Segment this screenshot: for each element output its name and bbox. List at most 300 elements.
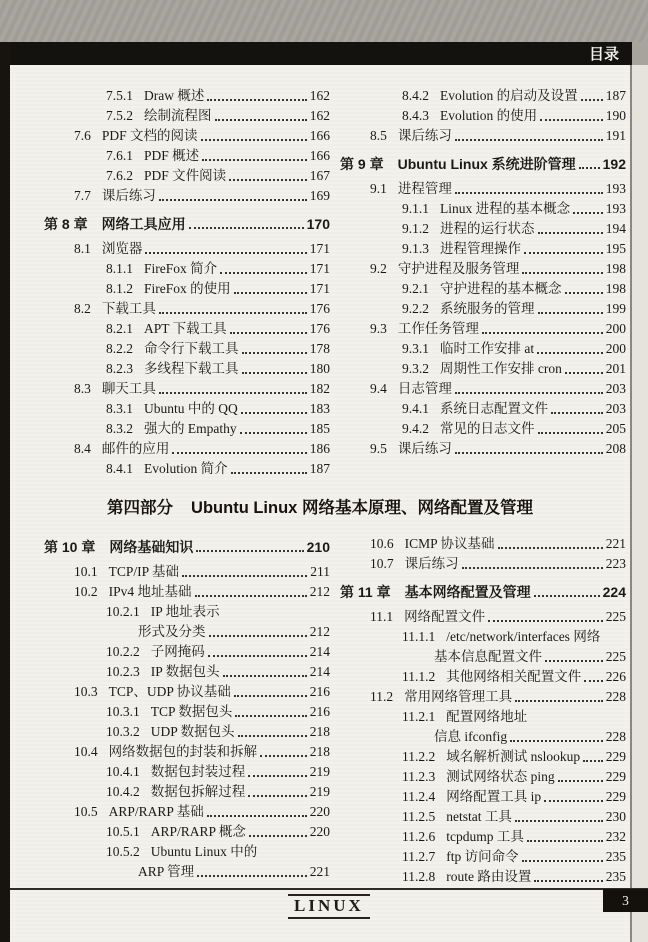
- entry-number: 9.2.2: [402, 301, 429, 316]
- toc-entry-row: [44, 299, 330, 319]
- entry-number: 11.2.6: [402, 829, 436, 844]
- toc-entry-row: [44, 439, 330, 459]
- entry-number: 9.3.2: [402, 361, 429, 376]
- entry-page-number: 224: [602, 584, 626, 600]
- entry-number: 7.6.1: [106, 148, 133, 163]
- dot-leader: [545, 660, 603, 662]
- toc-entry-row: [44, 862, 330, 882]
- entry-title: TCP/IP 基础: [108, 564, 180, 579]
- entry-page-number: 216: [309, 704, 330, 719]
- toc-entry-row: [340, 419, 626, 439]
- entry-number: 9.4.2: [402, 421, 429, 436]
- toc-entry-row: [340, 439, 626, 459]
- entry-title: 命令行下载工具: [144, 341, 239, 356]
- entry-title: 课后练习: [404, 556, 459, 571]
- entry-number: 10.4.1: [106, 764, 140, 779]
- entry-page-number: 220: [309, 804, 330, 819]
- entry-page-number: 225: [605, 649, 626, 664]
- entry-number: 10.7: [370, 556, 394, 571]
- entry-page-number: 187: [605, 88, 626, 103]
- entry-page-number: 210: [306, 539, 330, 555]
- entry-number: 10.2: [74, 584, 98, 599]
- footer-logo: LINUX: [288, 894, 370, 919]
- entry-page-number: 200: [605, 341, 626, 356]
- entry-title: 临时工作安排 at: [440, 341, 535, 356]
- dot-leader: [234, 695, 307, 697]
- entry-number: 11.1.1: [402, 629, 436, 644]
- entry-page-number: 199: [605, 301, 626, 316]
- dot-leader: [524, 252, 603, 254]
- toc-entry-row: [44, 259, 330, 279]
- toc-entry-row: [44, 662, 330, 682]
- entry-number: 第 10 章: [44, 539, 96, 555]
- toc-entry-row: [340, 86, 626, 106]
- entry-page-number: 185: [309, 421, 330, 436]
- entry-title: Evolution 的使用: [440, 108, 538, 123]
- entry-number: 9.4: [370, 381, 387, 396]
- entry-page-number: 187: [309, 461, 330, 476]
- toc-entry-row: [44, 339, 330, 359]
- entry-page-number: 214: [309, 644, 330, 659]
- dot-leader: [234, 292, 307, 294]
- dot-leader: [510, 740, 603, 742]
- entry-page-number: 208: [605, 441, 626, 456]
- entry-page-number: 223: [605, 556, 626, 571]
- entry-title: 网络数据包的封装和拆解: [108, 744, 258, 759]
- entry-number: 10.3.1: [106, 704, 140, 719]
- toc-entry-row: [340, 707, 626, 727]
- entry-number: 10.4: [74, 744, 98, 759]
- dot-leader: [515, 700, 603, 702]
- entry-number: 8.2.3: [106, 361, 133, 376]
- entry-page-number: 171: [309, 281, 330, 296]
- toc-entry-row: [340, 687, 626, 707]
- entry-number: 11.2: [370, 689, 394, 704]
- dot-leader: [538, 432, 603, 434]
- entry-number: 8.4: [74, 441, 91, 456]
- dot-leader: [231, 472, 307, 474]
- dot-leader: [540, 119, 603, 121]
- entry-number: 8.4.2: [402, 88, 429, 103]
- entry-title: /etc/network/interfaces 网络: [446, 629, 601, 644]
- toc-entry-row: [340, 219, 626, 239]
- entry-number: 8.5: [370, 128, 387, 143]
- entry-number: 7.6.2: [106, 168, 133, 183]
- entry-number: 9.3: [370, 321, 387, 336]
- entry-page-number: 212: [309, 624, 330, 639]
- entry-title: Evolution 的启动及设置: [440, 88, 578, 103]
- toc-entry-row: [340, 399, 626, 419]
- entry-title: ftp 访问命令: [446, 849, 519, 864]
- entry-title: PDF 文档的阅读: [101, 128, 198, 143]
- toc-entry-row: [340, 867, 626, 887]
- dot-leader: [260, 755, 307, 757]
- entry-number: 8.1.2: [106, 281, 133, 296]
- entry-page-number: 211: [310, 564, 330, 579]
- entry-page-number: 219: [309, 784, 330, 799]
- scan-edge-right: [632, 65, 648, 942]
- entry-title: ARP 管理: [138, 864, 195, 879]
- dot-leader: [220, 272, 307, 274]
- entry-title: 网络基础知识: [109, 539, 194, 555]
- footer-rule: [10, 888, 648, 890]
- entry-number: 10.6: [370, 536, 394, 551]
- entry-title: 系统服务的管理: [440, 301, 535, 316]
- entry-number: 9.4.1: [402, 401, 429, 416]
- entry-title: 形式及分类: [138, 624, 206, 639]
- toc-entry-row: [44, 166, 330, 186]
- entry-number: 9.1.2: [402, 221, 429, 236]
- dot-leader: [202, 159, 307, 161]
- toc-entry-row: [44, 602, 330, 622]
- entry-title: 常见的日志文件: [440, 421, 535, 436]
- entry-number: 11.2.5: [402, 809, 436, 824]
- toc-entry-row: [44, 459, 330, 479]
- entry-number: 10.4.2: [106, 784, 140, 799]
- entry-page-number: 193: [605, 201, 626, 216]
- toc-entry-row: [44, 702, 330, 722]
- dot-leader: [207, 815, 307, 817]
- dot-leader: [544, 800, 603, 802]
- entry-title: 课后练习: [397, 441, 452, 456]
- entry-number: 11.1.2: [402, 669, 436, 684]
- dot-leader: [208, 655, 307, 657]
- entry-number: 11.2.3: [402, 769, 436, 784]
- dot-leader: [248, 795, 307, 797]
- dot-leader: [515, 820, 603, 822]
- entry-title: 测试网络状态 ping: [446, 769, 555, 784]
- dot-leader: [241, 412, 307, 414]
- dot-leader: [565, 372, 603, 374]
- dot-leader: [240, 432, 307, 434]
- entry-page-number: 182: [309, 381, 330, 396]
- entry-number: 8.3.2: [106, 421, 133, 436]
- entry-page-number: 221: [309, 864, 330, 879]
- dot-leader: [565, 292, 603, 294]
- toc-entry-row: [44, 842, 330, 862]
- entry-page-number: 200: [605, 321, 626, 336]
- entry-page-number: 183: [309, 401, 330, 416]
- entry-title: TCP 数据包头: [150, 704, 233, 719]
- dot-leader: [209, 635, 307, 637]
- dot-leader: [189, 227, 304, 229]
- dot-leader: [488, 620, 603, 622]
- entry-page-number: 229: [605, 749, 626, 764]
- entry-page-number: 219: [309, 764, 330, 779]
- entry-page-number: 166: [309, 128, 330, 143]
- dot-leader: [551, 412, 603, 414]
- dot-leader: [201, 139, 307, 141]
- entry-number: 8.1.1: [106, 261, 133, 276]
- entry-title: 聊天工具: [101, 381, 156, 396]
- toc-chapter-row: [340, 582, 626, 602]
- toc-entry-row: [340, 827, 626, 847]
- entry-title: 基本网络配置及管理: [404, 584, 531, 600]
- toc-entry-row: [44, 782, 330, 802]
- entry-number: 11.1: [370, 609, 394, 624]
- part-title: Ubuntu Linux 网络基本原理、网络配置及管理: [191, 499, 533, 517]
- toc-entry-row: [44, 582, 330, 602]
- toc-entry-row: [340, 727, 626, 747]
- entry-number: 8.2: [74, 301, 91, 316]
- entry-title: IP 地址表示: [150, 604, 220, 619]
- entry-number: 10.5.1: [106, 824, 140, 839]
- entry-number: 10.1: [74, 564, 98, 579]
- dot-leader: [182, 575, 307, 577]
- dot-leader: [558, 780, 603, 782]
- entry-page-number: 167: [309, 168, 330, 183]
- entry-title: FireFox 简介: [144, 261, 218, 276]
- entry-title: 信息 ifconfig: [434, 729, 508, 744]
- dot-leader: [534, 595, 600, 597]
- toc-entry-row: [340, 847, 626, 867]
- entry-title: 工作任务管理: [397, 321, 479, 336]
- dot-leader: [462, 567, 603, 569]
- toc-entry-row: [340, 807, 626, 827]
- entry-title: 常用网络管理工具: [404, 689, 513, 704]
- entry-page-number: 171: [309, 241, 330, 256]
- toc-entry-row: [340, 787, 626, 807]
- entry-number: 11.2.2: [402, 749, 436, 764]
- entry-title: ICMP 协议基础: [404, 536, 495, 551]
- entry-number: 9.5: [370, 441, 387, 456]
- entry-title: Ubuntu Linux 系统进阶管理: [397, 156, 576, 172]
- entry-title: ARP/RARP 基础: [108, 804, 204, 819]
- dot-leader: [215, 119, 307, 121]
- entry-page-number: 198: [605, 281, 626, 296]
- page-title: 目录: [588, 46, 619, 63]
- entry-page-number: 228: [605, 729, 626, 744]
- entry-page-number: 203: [605, 381, 626, 396]
- dot-leader: [145, 252, 306, 254]
- dot-leader: [522, 272, 602, 274]
- entry-page-number: 203: [605, 401, 626, 416]
- toc-entry-row: [44, 562, 330, 582]
- toc-entry-row: [44, 359, 330, 379]
- toc-entry-row: [340, 239, 626, 259]
- entry-page-number: 220: [309, 824, 330, 839]
- dot-leader: [482, 332, 603, 334]
- toc-entry-row: [340, 747, 626, 767]
- toc-entry-row: [340, 339, 626, 359]
- toc-entry-row: [340, 359, 626, 379]
- entry-title: TCP、UDP 协议基础: [108, 684, 231, 699]
- dot-leader: [538, 312, 603, 314]
- dot-leader: [242, 352, 307, 354]
- entry-title: 配置网络地址: [446, 709, 528, 724]
- entry-page-number: 171: [309, 261, 330, 276]
- entry-title: 守护进程的基本概念: [440, 281, 562, 296]
- entry-number: 10.2.2: [106, 644, 140, 659]
- entry-title: Ubuntu Linux 中的: [150, 844, 258, 859]
- entry-title: IP 数据包头: [150, 664, 220, 679]
- entry-title: 绘制流程图: [144, 108, 212, 123]
- dot-leader: [172, 452, 306, 454]
- entry-number: 10.5: [74, 804, 98, 819]
- entry-title: ARP/RARP 概念: [150, 824, 246, 839]
- entry-page-number: 230: [605, 809, 626, 824]
- entry-number: 10.3: [74, 684, 98, 699]
- toc-column-top-right: [340, 86, 626, 459]
- dot-leader: [522, 860, 603, 862]
- entry-page-number: 178: [309, 341, 330, 356]
- entry-title: 基本信息配置文件: [434, 649, 542, 664]
- entry-number: 7.6: [74, 128, 91, 143]
- dot-leader: [196, 550, 303, 552]
- toc-entry-row: [44, 126, 330, 146]
- entry-page-number: 193: [605, 181, 626, 196]
- entry-page-number: 194: [605, 221, 626, 236]
- entry-title: FireFox 的使用: [144, 281, 231, 296]
- page-number: 3: [622, 892, 629, 908]
- dot-leader: [583, 760, 603, 762]
- entry-page-number: 162: [309, 88, 330, 103]
- entry-page-number: 190: [605, 108, 626, 123]
- dot-leader: [197, 875, 307, 877]
- entry-title: 邮件的应用: [101, 441, 170, 456]
- entry-number: 第 9 章: [340, 156, 384, 172]
- dot-leader: [455, 452, 603, 454]
- entry-title: 网络工具应用: [101, 216, 186, 232]
- dot-leader: [573, 212, 603, 214]
- entry-number: 8.1: [74, 241, 91, 256]
- toc-entry-row: [340, 767, 626, 787]
- dot-leader: [159, 392, 307, 394]
- entry-title: 日志管理: [397, 381, 452, 396]
- entry-title: IPv4 地址基础: [108, 584, 192, 599]
- toc-entry-row: [44, 682, 330, 702]
- entry-title: 网络配置工具 ip: [446, 789, 542, 804]
- entry-number: 11.2.1: [402, 709, 436, 724]
- toc-entry-row: [44, 86, 330, 106]
- entry-page-number: 226: [605, 669, 626, 684]
- entry-page-number: 192: [602, 156, 626, 172]
- entry-number: 8.3.1: [106, 401, 133, 416]
- entry-title: 域名解析测试 nslookup: [446, 749, 581, 764]
- entry-number: 8.4.1: [106, 461, 133, 476]
- dot-leader: [223, 675, 307, 677]
- entry-title: PDF 文件阅读: [144, 168, 227, 183]
- entry-title: netstat 工具: [446, 809, 512, 824]
- toc-entry-row: [340, 627, 626, 647]
- scan-edge-top: [0, 0, 648, 42]
- dot-leader: [455, 392, 603, 394]
- entry-page-number: 191: [605, 128, 626, 143]
- entry-number: 7.7: [74, 188, 91, 203]
- entry-title: 其他网络相关配置文件: [446, 669, 582, 684]
- entry-title: 子网掩码: [150, 644, 205, 659]
- entry-number: 9.2.1: [402, 281, 429, 296]
- entry-title: 网络配置文件: [404, 609, 486, 624]
- dot-leader: [229, 179, 307, 181]
- entry-title: 进程管理: [397, 181, 452, 196]
- dot-leader: [230, 332, 307, 334]
- dot-leader: [498, 547, 603, 549]
- entry-number: 9.1: [370, 181, 387, 196]
- entry-title: 进程管理操作: [440, 241, 521, 256]
- entry-page-number: 218: [309, 744, 330, 759]
- dot-leader: [248, 775, 307, 777]
- entry-title: UDP 数据包头: [150, 724, 235, 739]
- toc-entry-row: [340, 667, 626, 687]
- entry-page-number: 235: [605, 869, 626, 884]
- entry-page-number: 195: [605, 241, 626, 256]
- dot-leader: [159, 312, 307, 314]
- dot-leader: [538, 232, 603, 234]
- entry-number: 7.5.2: [106, 108, 133, 123]
- part-label: 第四部分: [107, 499, 174, 517]
- dot-leader: [584, 680, 603, 682]
- toc-column-top-left: [44, 86, 330, 479]
- entry-number: 9.3.1: [402, 341, 429, 356]
- toc-entry-row: [340, 299, 626, 319]
- entry-title: 浏览器: [101, 241, 143, 256]
- entry-page-number: 229: [605, 769, 626, 784]
- entry-number: 第 8 章: [44, 216, 88, 232]
- entry-number: 9.1.1: [402, 201, 429, 216]
- toc-entry-row: [340, 607, 626, 627]
- toc-entry-row: [44, 146, 330, 166]
- entry-number: 第 11 章: [340, 584, 391, 600]
- entry-page-number: 198: [605, 261, 626, 276]
- header-bar: [0, 42, 632, 65]
- entry-page-number: 216: [309, 684, 330, 699]
- toc-entry-row: [44, 186, 330, 206]
- entry-page-number: 162: [309, 108, 330, 123]
- entry-title: 课后练习: [397, 128, 452, 143]
- dot-leader: [534, 880, 602, 882]
- toc-entry-row: [340, 554, 626, 574]
- entry-page-number: 169: [309, 188, 330, 203]
- entry-number: 11.2.8: [402, 869, 436, 884]
- entry-title: route 路由设置: [446, 869, 532, 884]
- entry-title: Evolution 简介: [144, 461, 228, 476]
- entry-page-number: 212: [309, 584, 330, 599]
- toc-entry-row: [340, 279, 626, 299]
- entry-page-number: 228: [605, 689, 626, 704]
- entry-number: 11.2.7: [402, 849, 436, 864]
- entry-title: 数据包封装过程: [150, 764, 246, 779]
- toc-entry-row: [44, 802, 330, 822]
- entry-title: tcpdump 工具: [446, 829, 524, 844]
- entry-number: 8.3: [74, 381, 91, 396]
- entry-title: Draw 概述: [144, 88, 205, 103]
- right-margin-line: [630, 65, 632, 942]
- dot-leader: [249, 835, 307, 837]
- spine-border: [0, 42, 10, 942]
- entry-number: 11.2.4: [402, 789, 436, 804]
- toc-entry-row: [44, 622, 330, 642]
- dot-leader: [235, 715, 306, 717]
- toc-entry-row: [44, 319, 330, 339]
- entry-title: 下载工具: [101, 301, 156, 316]
- entry-page-number: 180: [309, 361, 330, 376]
- dot-leader: [159, 199, 307, 201]
- toc-entry-row: [340, 199, 626, 219]
- entry-page-number: 176: [309, 301, 330, 316]
- entry-number: 10.5.2: [106, 844, 140, 859]
- part-heading: [10, 494, 630, 518]
- dot-leader: [195, 595, 307, 597]
- toc-column-bottom-left: [44, 534, 330, 882]
- toc-entry-row: [340, 534, 626, 554]
- entry-page-number: 225: [605, 609, 626, 624]
- entry-page-number: 229: [605, 789, 626, 804]
- entry-page-number: 201: [605, 361, 626, 376]
- entry-page-number: 221: [605, 536, 626, 551]
- toc-entry-row: [44, 279, 330, 299]
- toc-entry-row: [44, 822, 330, 842]
